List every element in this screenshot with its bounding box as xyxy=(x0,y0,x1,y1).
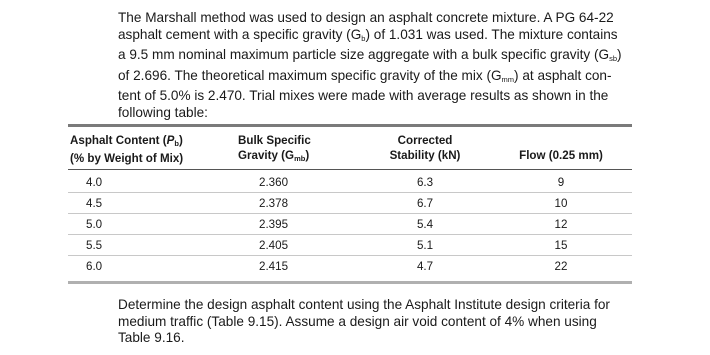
problem-statement xyxy=(118,10,638,122)
cell-asphalt-content: 4.0 xyxy=(86,176,103,189)
question-line: Table 9.16. xyxy=(118,330,185,346)
cell-asphalt-content: 5.0 xyxy=(86,218,103,231)
row-divider xyxy=(68,213,632,214)
cell-stability: 6.7 xyxy=(416,197,434,210)
cell-bulk-gravity: 2.415 xyxy=(259,260,289,273)
cell-flow: 9 xyxy=(557,176,565,189)
cell-asphalt-content: 4.5 xyxy=(86,197,103,210)
intro-line: tent of 5.0% is 2.470. Trial mixes were made with average results as shown in the xyxy=(118,88,609,104)
subscript: b xyxy=(361,33,366,43)
cell-stability: 6.3 xyxy=(416,176,434,189)
cell-bulk-gravity: 2.395 xyxy=(259,218,289,231)
row-divider xyxy=(68,234,632,235)
cell-bulk-gravity: 2.360 xyxy=(259,176,289,189)
cell-bulk-gravity: 2.405 xyxy=(259,239,289,252)
header-flow: Flow (0.25 mm) xyxy=(519,149,603,162)
cell-flow: 15 xyxy=(554,239,568,252)
row-divider xyxy=(68,255,632,256)
subscript: mm xyxy=(501,74,515,84)
cell-asphalt-content: 6.0 xyxy=(86,260,103,273)
subscript: sb xyxy=(609,54,617,64)
intro-line: of 2.696. The theoretical maximum specific gravity of the mix (G xyxy=(118,67,502,83)
intro-line: asphalt cement with a specific gravity (G xyxy=(118,26,362,42)
cell-asphalt-content: 5.5 xyxy=(86,239,103,252)
table-top-rule xyxy=(68,124,632,127)
intro-line: a 9.5 mm nominal maximum particle size aggregate with a bulk specific gravity (G xyxy=(118,47,610,63)
cell-stability: 4.7 xyxy=(416,260,434,273)
cell-flow: 10 xyxy=(554,197,568,210)
cell-stability: 5.1 xyxy=(416,239,434,252)
cell-stability: 5.4 xyxy=(416,218,434,231)
question-line: Determine the design asphalt content using the Asphalt Institute design criteria for xyxy=(118,297,610,312)
question-line: medium traffic (Table 9.15). Assume a design air void content of 4% when using xyxy=(118,313,597,329)
table-header-rule xyxy=(68,169,632,170)
question-text xyxy=(118,297,638,347)
intro-line: The Marshall method was used to design an asphalt concrete mixture. A PG 64-22 xyxy=(118,10,614,25)
intro-line: ) of 1.031 was used. The mixture contains xyxy=(365,26,618,42)
cell-flow: 22 xyxy=(554,260,568,273)
header-bulk-specific-gravity: Bulk Specific Gravity $(G_{mb})$ xyxy=(238,134,311,163)
cell-flow: 12 xyxy=(554,218,568,231)
intro-line: ) at asphalt con- xyxy=(514,67,612,83)
intro-line: following table: xyxy=(118,104,208,120)
header-asphalt-content: Asphalt Content $(P_b)$ (% by Weight of Mix) xyxy=(70,134,184,165)
intro-line: ) xyxy=(617,47,622,63)
row-divider xyxy=(68,192,632,193)
cell-bulk-gravity: 2.378 xyxy=(259,197,289,210)
header-corrected-stability: Corrected Stability (kN) xyxy=(389,134,461,162)
table-bottom-rule xyxy=(68,281,632,284)
